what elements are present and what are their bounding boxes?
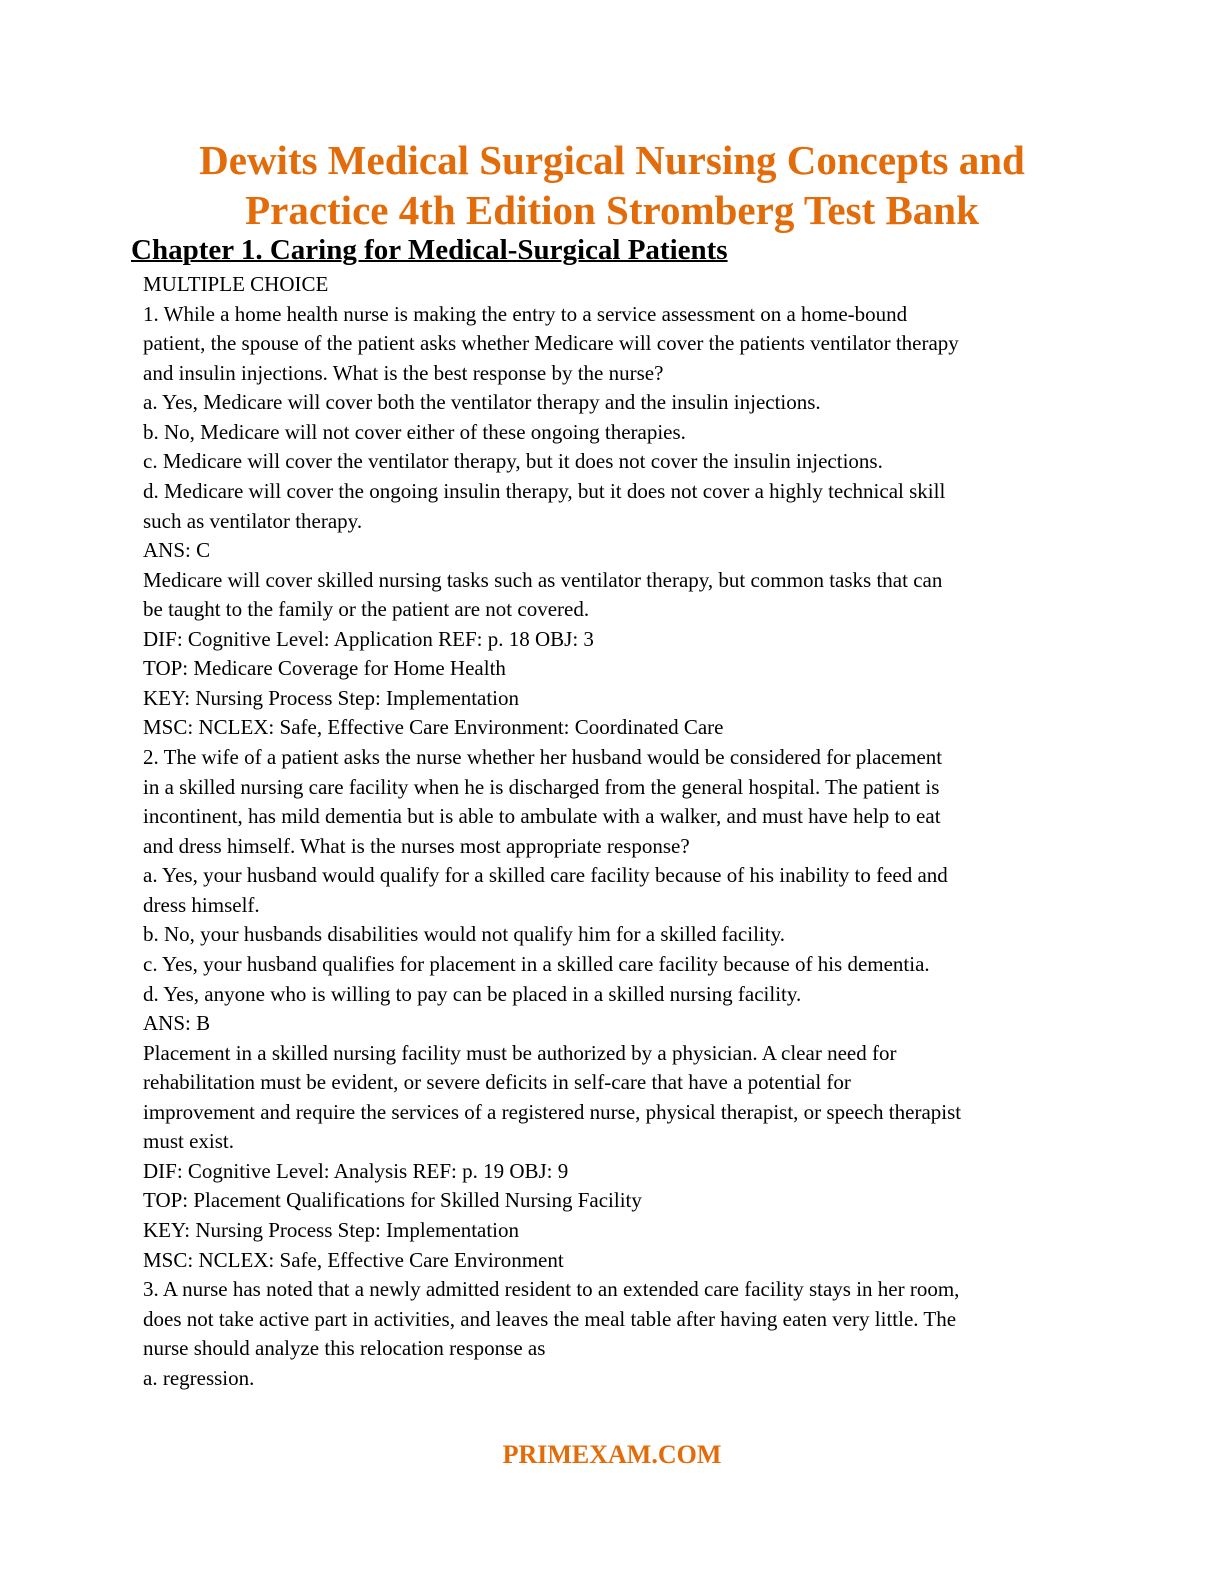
document-title-line-1: Dewits Medical Surgical Nursing Concepts and <box>199 137 1025 183</box>
text-line: a. regression. <box>143 1365 255 1390</box>
text-line: in a skilled nursing care facility when he is discharged from the general hospital. The patient is <box>143 774 940 799</box>
text-line: ANS: B <box>143 1011 211 1036</box>
document-title-line-2: Practice 4th Edition Stromberg Test Bank <box>245 187 979 233</box>
text-line: DIF: Cognitive Level: Analysis REF: p. 19 OBJ: 9 <box>143 1158 569 1183</box>
text-line: rehabilitation must be evident, or severe deficits in self-care that have a potential for <box>143 1070 851 1095</box>
text-line: DIF: Cognitive Level: Application REF: p. 18 OBJ: 3 <box>143 626 594 651</box>
text-line: d. Medicare will cover the ongoing insulin therapy, but it does not cover a highly technical skill <box>143 478 946 503</box>
text-line: KEY: Nursing Process Step: Implementation <box>143 1218 520 1242</box>
text-line: c. Yes, your husband qualifies for placement in a skilled care facility because of his dementia. <box>143 951 930 976</box>
text-line: be taught to the family or the patient are not covered. <box>143 597 590 622</box>
text-line: Placement in a skilled nursing facility must be authorized by a physician. A clear need for <box>143 1040 897 1065</box>
text-line: ANS: C <box>143 538 211 563</box>
text-line: must exist. <box>143 1129 235 1154</box>
text-line: b. No, Medicare will not cover either of these ongoing therapies. <box>143 419 686 444</box>
text-line: MSC: NCLEX: Safe, Effective Care Environment: Coordinated Care <box>143 715 724 740</box>
text-line: a. Yes, Medicare will cover both the ventilator therapy and the insulin injections. <box>143 390 821 415</box>
text-line: improvement and require the services of a registered nurse, physical therapist, or speech therapist <box>143 1099 962 1124</box>
text-line: does not take active part in activities, and leaves the meal table after having eaten very little. The <box>143 1306 957 1331</box>
text-line: patient, the spouse of the patient asks whether Medicare will cover the patients ventilator therapy <box>143 331 959 356</box>
text-line: and insulin injections. What is the best response by the nurse? <box>143 360 664 385</box>
text-line: KEY: Nursing Process Step: Implementation <box>143 685 520 710</box>
text-line: MSC: NCLEX: Safe, Effective Care Environment <box>143 1247 564 1272</box>
text-line: dress himself. <box>143 892 260 917</box>
text-line: nurse should analyze this relocation response as <box>143 1336 546 1361</box>
text-line: 2. The wife of a patient asks the nurse whether her husband would be considered for placement <box>143 745 943 769</box>
document-body <box>143 270 961 1393</box>
text-line: b. No, your husbands disabilities would not qualify him for a skilled facility. <box>143 922 785 947</box>
text-line: and dress himself. What is the nurses most appropriate response? <box>143 833 690 858</box>
text-line: TOP: Medicare Coverage for Home Health <box>143 656 506 681</box>
text-line: TOP: Placement Qualifications for Skilled Nursing Facility <box>143 1188 642 1213</box>
text-line: 3. A nurse has noted that a newly admitted resident to an extended care facility stays in her room, <box>143 1277 960 1302</box>
text-line: incontinent, has mild dementia but is able to ambulate with a walker, and must have help to eat <box>143 804 941 829</box>
text-line: 1. While a home health nurse is making the entry to a service assessment on a home-bound <box>143 301 908 326</box>
text-line: Medicare will cover skilled nursing tasks such as ventilator therapy, but common tasks that can <box>143 567 943 592</box>
text-line: a. Yes, your husband would qualify for a skilled care facility because of his inability to feed and <box>143 863 948 888</box>
footer-watermark: PRIMEXAM.COM <box>502 1440 722 1469</box>
text-line: d. Yes, anyone who is willing to pay can be placed in a skilled nursing facility. <box>143 981 802 1006</box>
text-line: MULTIPLE CHOICE <box>143 272 329 296</box>
text-line: c. Medicare will cover the ventilator therapy, but it does not cover the insulin injections. <box>143 449 883 474</box>
chapter-heading: Chapter 1. Caring for Medical-Surgical Patients <box>131 234 728 266</box>
text-line: such as ventilator therapy. <box>143 508 363 533</box>
